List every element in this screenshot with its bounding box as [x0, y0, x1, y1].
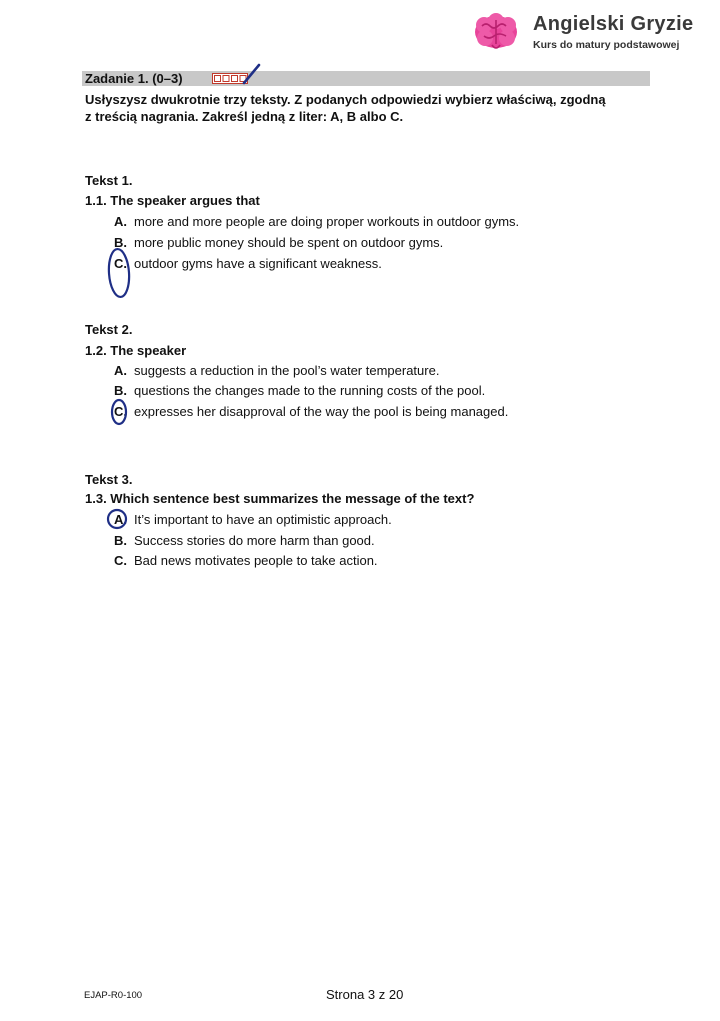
answer-circle [107, 248, 130, 297]
option-text: Success stories do more harm than good. [134, 533, 375, 548]
brand-title: Angielski Gryzie [533, 13, 694, 35]
option-letter: A. [114, 363, 127, 378]
section-heading: Tekst 3. [85, 472, 133, 487]
section-heading: Tekst 1. [85, 173, 133, 188]
option-letter: B. [114, 235, 127, 250]
instruction-line-2: z treścią nagrania. Zakreśl jedną z liter: A, B albo C. [85, 109, 404, 124]
option-text: more public money should be spent on outdoor gyms. [134, 235, 444, 250]
question-title: 1.1. The speaker argues that [85, 193, 260, 208]
option-letter: C. [114, 256, 127, 271]
option-text: suggests a reduction in the pool’s water temperature. [134, 363, 440, 378]
task-title: Zadanie 1. (0–3) [85, 71, 183, 86]
option-text: It’s important to have an optimistic approach. [134, 512, 392, 527]
option-letter: A. [114, 512, 127, 527]
option-text: expresses her disapproval of the way the pool is being managed. [134, 404, 509, 419]
option-letter: A. [114, 214, 127, 229]
option-letter: C. [114, 553, 127, 568]
option-text: more and more people are doing proper workouts in outdoor gyms. [134, 214, 520, 229]
question-title: 1.3. Which sentence best summarizes the message of the text? [85, 491, 475, 506]
instruction-line-1: Usłyszysz dwukrotnie trzy teksty. Z podanych odpowiedzi wybierz właściwą, zgodną [85, 92, 606, 107]
option-letter: C. [114, 404, 127, 419]
brand-subtitle: Kurs do matury podstawowej [533, 39, 680, 51]
option-text: Bad news motivates people to take action. [134, 553, 378, 568]
answer-circle [108, 510, 126, 528]
option-text: questions the changes made to the running costs of the pool. [134, 383, 486, 398]
document-code: EJAP-R0-100 [84, 990, 143, 1001]
option-text: outdoor gyms have a significant weakness. [134, 256, 382, 271]
section-heading: Tekst 2. [85, 322, 133, 337]
page-number: Strona 3 z 20 [326, 987, 404, 1002]
answer-circle [112, 400, 126, 424]
option-letter: B. [114, 533, 127, 548]
question-title: 1.2. The speaker [85, 343, 187, 358]
option-letter: B. [114, 383, 127, 398]
